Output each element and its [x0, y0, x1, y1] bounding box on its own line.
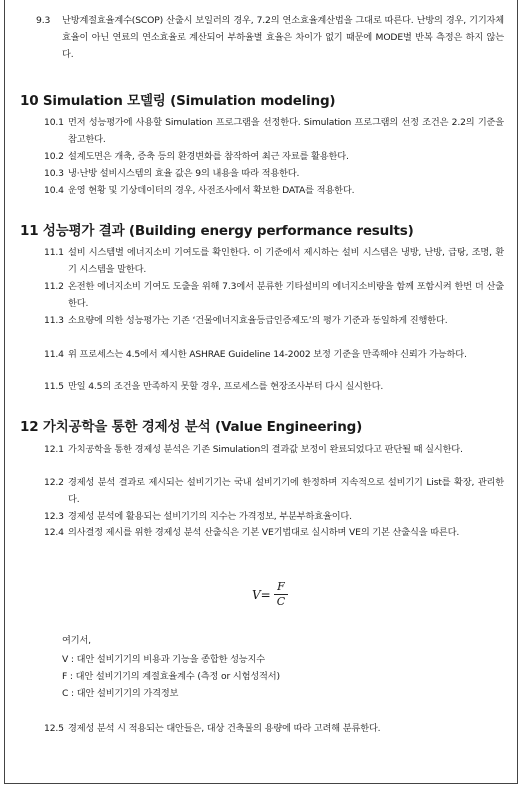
formula-lhs: V= [252, 588, 271, 602]
clause-text: 경제성 분석 결과로 제시되는 설비기기는 국내 설비기기에 한정하며 지속적으로 설비기기 List를 확장, 관리한다. [68, 477, 504, 505]
section-11-heading: 11 성능평가 결과 (Building energy performance results) [20, 223, 414, 239]
clause-10-3 [44, 165, 504, 182]
formula-denominator: C [276, 595, 286, 608]
clause-text: 냉·난방 설비시스템의 효율 값은 9의 내용을 따라 적용한다. [68, 168, 300, 179]
clause-number: 10.4 [44, 185, 64, 196]
clause-11-1 [44, 244, 504, 278]
clause-number: 12.1 [44, 444, 64, 455]
clause-text: 경제성 분석 시 적용되는 대안들은, 대상 건축물의 용량에 따라 고려해 분류한다. [68, 723, 381, 734]
clause-number: 12.4 [44, 527, 64, 538]
clause-text: 설비 시스템별 에너지소비 기여도를 확인한다. 이 기준에서 제시하는 설비 시스템은 냉방, 난방, 급탕, 조명, 환기 시스템을 말한다. [68, 247, 504, 275]
section-12-heading: 12 가치공학을 통한 경제성 분석 (Value Engineering) [20, 419, 363, 435]
clause-number: 11.2 [44, 281, 64, 292]
clause-text: 설계도면은 개축, 증축 등의 환경변화를 참작하여 최근 자료를 활용한다. [68, 151, 349, 162]
where-label: 여기서, [62, 635, 91, 646]
clause-text: 운영 현황 및 기상데이터의 경우, 사전조사에서 확보한 DATA를 적용한다. [68, 185, 355, 196]
clause-text: 의사결정 제시를 위한 경제성 분석 산출식은 기본 VE기법대로 실시하며 VE의 기본 산출식을 따른다. [68, 527, 460, 538]
formula-numerator: F [277, 580, 285, 593]
clause-12-1 [44, 441, 504, 458]
clause-12-4 [44, 524, 504, 541]
definition-f: F : 대안 설비기기의 계절효율계수 (측정 or 시험성적서) [62, 671, 280, 682]
clause-text: 경제성 분석에 활용되는 설비기기의 지수는 가격정보, 부분부하효율이다. [68, 511, 352, 522]
clause-number: 10.3 [44, 168, 64, 179]
clause-number: 11.5 [44, 381, 64, 392]
clause-number: 9.3 [36, 15, 51, 26]
clause-10-1 [44, 114, 504, 148]
clause-text: 가치공학을 통한 경제성 분석은 기존 Simulation의 결과값 보정이 완료되었다고 판단될 때 실시한다. [68, 444, 463, 455]
clause-text: 소요량에 의한 성능평가는 기존 ‘건물에너지효율등급인증제도’의 평가 기준과 동일하게 진행한다. [68, 315, 448, 326]
clause-number: 11.3 [44, 315, 64, 326]
clause-11-2 [44, 278, 504, 312]
clause-text: 난방계절효율계수(SCOP) 산출시 보일러의 경우, 7.2의 연소효율계산법을 그대로 따른다. 난방의 경우, 기기자체 효율이 아닌 연료의 연소효율로 계산되어 부하율별 효율은 차이가 없기 때문에 MODE별 반복 측정은 하지 않는다. [62, 15, 504, 60]
clause-number: 11.1 [44, 247, 64, 258]
clause-10-2 [44, 148, 504, 165]
clause-text: 먼저 성능평가에 사용할 Simulation 프로그램을 선정한다. Simulation 프로그램의 선정 조건은 2.2의 기준을 참고한다. [68, 117, 504, 145]
clause-11-5 [44, 378, 504, 395]
clause-number: 12.5 [44, 723, 64, 734]
ve-formula [252, 580, 312, 610]
clause-12-3 [44, 508, 504, 525]
section-10-heading: 10 Simulation 모델링 (Simulation modeling) [20, 93, 336, 109]
clause-text: 만일 4.5의 조건을 만족하지 못할 경우, 프로세스를 현장조사부터 다시 실시한다. [68, 381, 384, 392]
clause-number: 12.2 [44, 477, 64, 488]
definition-c: C : 대안 설비기기의 가격정보 [62, 688, 179, 699]
clause-number: 10.1 [44, 117, 64, 128]
clause-text: 위 프로세스는 4.5에서 제시한 ASHRAE Guideline 14-2002 보정 기준을 만족해야 신뢰가 가능하다. [68, 349, 467, 360]
clause-number: 12.3 [44, 511, 64, 522]
clause-12-2 [44, 474, 504, 508]
clause-number: 10.2 [44, 151, 64, 162]
clause-text: 온전한 에너지소비 기여도 도출을 위해 7.3에서 분류한 기타설비의 에너지소비량을 함께 포함시켜 한번 더 산출한다. [68, 281, 504, 309]
clause-11-3 [44, 312, 504, 329]
clause-number: 11.4 [44, 349, 64, 360]
clause-11-4 [44, 346, 504, 363]
definition-v: V : 대안 설비기기의 비용과 기능을 종합한 성능지수 [62, 654, 265, 665]
clause-12-5 [44, 720, 504, 737]
clause-9-3 [36, 12, 504, 63]
clause-10-4 [44, 182, 504, 199]
